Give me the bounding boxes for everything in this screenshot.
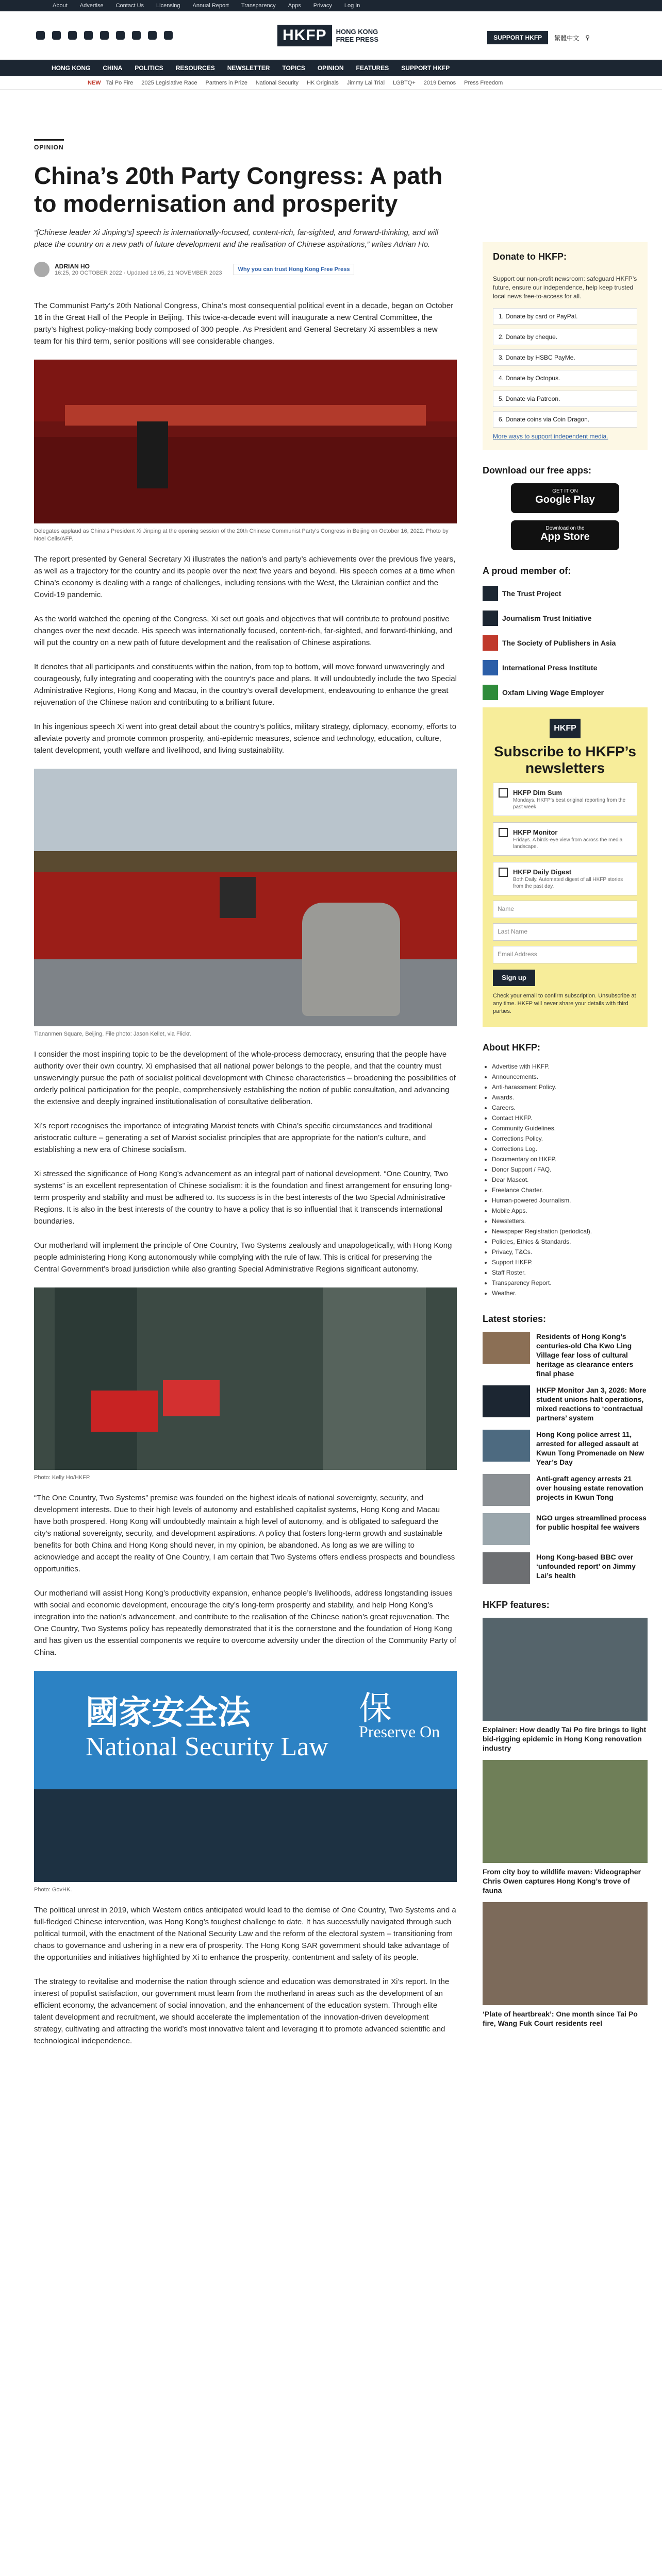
about-link[interactable]: • Corrections Policy. [492,1133,648,1144]
nav-item[interactable]: FEATURES [356,64,389,72]
about-title: About HKFP: [483,1042,540,1053]
option-desc: Fridays. A birds-eye view from across the media landscape. [513,837,623,850]
checkbox[interactable] [499,868,508,877]
org-logo [483,611,498,626]
banner-zh: 國家安全法 [86,1694,251,1732]
feature-title: From city boy to wildlife maven: Videographer Chris Owen captures Hong Kong’s trove of fauna [483,1868,641,1894]
latest-section [483,1314,648,1584]
about-link[interactable]: • Awards. [492,1092,648,1103]
about-link[interactable]: • Corrections Log. [492,1144,648,1154]
trending-item[interactable]: 2025 Legislative Race [141,79,197,86]
story-thumbnail [483,1513,530,1545]
banner-en: National Security Law [86,1732,328,1761]
store-subtitle: GET IT ON [552,488,578,494]
feature-title: ‘Plate of heartbreak’: One month since Tai Po fire, Wang Fuk Court residents reel [483,2010,638,2027]
story-title: Hong Kong police arrest 11, arrested for alleged assault at Kwun Tong Promenade on New Year’s Day [536,1430,644,1466]
about-link[interactable]: • Privacy, T&Cs. [492,1247,648,1257]
figure-caption: Delegates applaud as China’s President Xi Jinping at the opening session of the 20th Chinese Communist Party’s Congress in Beijing on October 16, 2022. Photo by Noel Celis/AFP. [34,528,449,542]
newsletter-logo: HKFP [550,719,581,738]
donate-intro: Support our non-profit newsroom: safeguard HKFP’s future, ensure our independence, help keep trusted local news free-to-access for all. [493,275,637,300]
org-name: The Society of Publishers in Asia [502,639,616,647]
trending-bar [0,76,662,90]
paragraph: The political unrest in 2019, which Western critics anticipated would lead to the demise of One Country, Two Systems and a full-fledged Chinese intervention, was Hong Kong’s toughest challenge to date. It has successfully navigated through such political turmoil, with the enactment of the National Security Law and the reform of the electoral system – transitioning from chaos to governance and ushering in a new era of prosperity. The Hong Kong SAR government should take advantage of the opportunities and initiatives highlighted by Xi to enhance the prosperity, contentment and safety of its people. [34,1906,456,1962]
nav-item[interactable]: POLITICS [135,64,163,72]
paragraph: The Communist Party’s 20th National Congress, China’s most consequential political event in a decade, began on October 16 in the Great Hall of the People in Beijing. This twice-a-decade event will inaugurate a new Central Committee, the party’s highest policy-making body composed of 300 people. As President and General Secretary Xi assembles a new team for his third term, senior positions will see considerable changes. [34,301,454,346]
member-section [483,566,648,700]
trending-item[interactable]: Partners in Prize [205,79,247,86]
nav-item[interactable]: TOPICS [282,64,305,72]
article-lead: “[Chinese leader Xi Jinping’s] speech is internationally-focused, content-rich, far-sighted, and forward-thinking, and will place the country on a new path of future development and the realisation of Chinese aspirations,” writes Adrian Ho. [34,228,439,249]
name-field[interactable]: Name [493,901,637,918]
support-button[interactable]: SUPPORT HKFP [487,31,548,44]
article-category[interactable]: OPINION [34,139,64,151]
figure-caption: Photo: GovHK. [34,1887,72,1893]
story-title: HKFP Monitor Jan 3, 2026: More student unions halt operations, mixed reactions to ‘contractual partners’ system [536,1386,647,1422]
rss-icon[interactable] [148,31,157,40]
trending-item[interactable]: National Security [255,79,299,86]
paragraph: I consider the most inspiring topic to be the development of the whole-process democracy, ensuring that the people have authority over their own country. Xi emphasised that all national power belongs to the people, and that the country must unswervingly pursue the path of socialist political development with Chinese characteristics – broadening the possibilities of orderly political participation for the people, comprehensively establishing the notion of public consultation, and advancing the extensive and deeply ingrained institutionalisation of consultative deliberation. [34,1050,456,1106]
option-name: HKFP Dim Sum [513,789,562,796]
latest-item[interactable] [483,1430,648,1467]
topbar-link[interactable]: Transparency [241,3,276,9]
store-subtitle: Download on the [545,526,585,531]
apps-title: Download our free apps: [483,465,592,476]
topbar-link[interactable]: Apps [288,3,301,9]
about-link[interactable]: • Newspaper Registration (periodical). [492,1226,648,1236]
story-title: Residents of Hong Kong’s centuries-old Cha Kwo Ling Village fear loss of cultural heritage as clearance enters final phase [536,1332,634,1378]
google-play-button[interactable] [511,483,619,513]
about-link[interactable]: • Anti-harassment Policy. [492,1082,648,1092]
newsletter-option[interactable] [493,822,637,856]
donate-box [483,242,648,450]
nav-item[interactable]: CHINA [103,64,123,72]
features-title: HKFP features: [483,1600,550,1610]
trending-item[interactable]: LGBTQ+ [393,79,416,86]
story-thumbnail [483,1332,530,1364]
checkbox[interactable] [499,828,508,837]
org-logo [483,635,498,651]
trending-item[interactable]: 2019 Demos [423,79,456,86]
paragraph: In his ingenious speech Xi went into great detail about the country’s politics, military strategy, diplomacy, economy, efforts to alleviate poverty and promote common prosperity, anti-epidemic measures, science and technology, education, culture, talent development, youth welfare and livelihood, and living sustainability. [34,722,457,755]
about-link[interactable]: • Donor Support / FAQ. [492,1164,648,1175]
org-name: The Trust Project [502,589,561,598]
congress-photo [34,360,457,523]
latest-item[interactable] [483,1474,648,1506]
app-store-button[interactable] [511,520,619,550]
topbar-link[interactable]: Privacy [313,3,332,9]
topbar-link[interactable]: Advertise [79,3,104,9]
store-name: App Store [540,531,590,543]
paragraph: It denotes that all participants and constituents within the nation, from top to bottom, will move forward unwaveringly and courageously, fully integrating and cooperating with the country’s pace and plans. It will undoubtedly include the two Special Administrative Regions, Hong Kong and Macau, in the country’s overall development, endeavouring to enhance the great rejuvenation of the Chinese nation and contributing to a brilliant future. [34,663,457,707]
article-body [34,300,457,2047]
member-org[interactable] [483,586,648,601]
org-logo [483,660,498,675]
story-title: Anti-graft agency arrests 21 over housing estate renovation projects in Kwun Tong [536,1475,643,1501]
checkbox[interactable] [499,788,508,798]
story-title: Hong Kong-based BBC over ‘unfounded report’ on Jimmy Lai’s health [536,1553,636,1580]
latest-item[interactable] [483,1513,648,1545]
trust-note[interactable]: Why you can trust Hong Kong Free Press [233,264,354,275]
story-thumbnail [483,1430,530,1462]
trending-item[interactable]: Jimmy Lai Trial [346,79,385,86]
newsletter-fineprint: Check your email to confirm subscription. Unsubscribe at any time. HKFP will never share your details with third parties. [493,993,636,1014]
store-name: Google Play [535,494,595,505]
donate-option[interactable]: 4. Donate by Octopus. [493,370,637,386]
main-nav [0,60,662,76]
newsletter-option[interactable] [493,783,637,816]
byline [34,262,457,277]
member-org[interactable] [483,611,648,626]
about-link[interactable]: • Support HKFP. [492,1257,648,1267]
donate-option[interactable]: 2. Donate by cheque. [493,329,637,345]
nsl-banner-photo [34,1671,457,1882]
article-title: China’s 20th Party Congress: A path to modernisation and prosperity [34,162,443,217]
youtube-icon[interactable] [84,31,93,40]
topbar-link[interactable]: Contact Us [115,3,144,9]
signup-button[interactable]: Sign up [493,970,535,986]
nav-item[interactable]: OPINION [317,64,344,72]
social-links [36,31,206,40]
story-thumbnail [483,1385,530,1417]
figure [34,360,457,543]
paragraph: Xi’s report recognises the importance of integrating Marxist tenets with China’s specific circumstances and traditional aristocratic culture – generating a set of Marxist socialist principles that are appropriate for the nation’s culture, and establishing a new era of Chinese socialism. [34,1122,433,1154]
donate-title: Donate to HKFP: [493,251,567,262]
org-name: Oxfam Living Wage Employer [502,688,604,697]
tiananmen-photo [34,769,457,1026]
option-desc: Mondays. HKFP’s best original reporting from the past week. [513,798,626,810]
logo-mark: HKFP [277,25,332,46]
article [34,139,457,2059]
org-logo [483,586,498,601]
nav-item[interactable]: SUPPORT HKFP [401,64,450,72]
story-title: NGO urges streamlined process for public hospital fee waivers [536,1514,647,1531]
flags-photo [34,1287,457,1470]
features-section [483,1600,648,2028]
about-link[interactable]: • Dear Mascot. [492,1175,648,1185]
instagram-icon[interactable] [68,31,77,40]
banner-right: 保 [359,1690,392,1728]
org-name: Journalism Trust Initiative [502,614,592,622]
topbar-link[interactable]: Log In [344,3,360,9]
search-icon[interactable]: ⚲ [585,34,590,41]
linkedin-icon[interactable] [100,31,109,40]
trending-label: NEW [88,79,101,86]
about-link[interactable]: • Weather. [492,1288,648,1298]
option-name: HKFP Monitor [513,828,558,836]
member-org[interactable] [483,635,648,651]
figure-caption: Photo: Kelly Ho/HKFP. [34,1475,91,1481]
feature-thumbnail [483,1618,648,1721]
org-name: International Press Institute [502,664,598,672]
latest-item[interactable] [483,1332,648,1378]
paragraph: The report presented by General Secretary Xi illustrates the nation’s and party’s achievements over the previous five years, as well as a trajectory for the country and its people over the next five years and beyond. His speech comes at a time when China’s economy is dealing with a range of challenges, including tensions with the West, the Ukrainian conflict and the Covid-19 pandemic. [34,555,456,599]
latest-item[interactable] [483,1552,648,1584]
about-link[interactable]: • Staff Roster. [492,1267,648,1278]
top-utility-bar [0,0,662,11]
paragraph: Our motherland will assist Hong Kong’s productivity expansion, enhance people’s livelihoods, address longstanding issues with social and economic development, encourage the city’s long-term prosperity and stability, and help Hong Kong’s integration into the nation’s advancement, and contribute to the realisation of the Chinese nation’s great rejuvenation. The One Country, Two Systems policy has repeatedly demonstrated that it is the cornerstone and the foundation of Hong Kong and has given us the essential components we require to overcome adversity under the direction of the Community Party of China. [34,1589,456,1657]
story-thumbnail [483,1552,530,1584]
about-section [483,1042,648,1298]
about-link[interactable]: • Announcements. [492,1072,648,1082]
logo-name: HONG KONG FREE PRESS [336,28,379,43]
figure [34,1287,457,1482]
author-name[interactable]: ADRIAN HO [55,263,90,270]
member-org[interactable] [483,660,648,675]
site-logo[interactable] [277,25,383,46]
about-link[interactable]: • Newsletters. [492,1216,648,1226]
story-thumbnail [483,1474,530,1506]
member-title: A proud member of: [483,566,571,576]
figure [34,769,457,1038]
email-icon[interactable] [164,31,173,40]
about-link[interactable]: • Human-powered Journalism. [492,1195,648,1206]
figure-caption: Tiananmen Square, Beijing. File photo: Jason Kellet, via Flickr. [34,1031,191,1037]
topbar-link[interactable]: About [53,3,68,9]
newsletter-title: Subscribe to HKFP’s newsletters [494,743,636,776]
figure [34,1671,457,1894]
about-link[interactable]: • Contact HKFP. [492,1113,648,1123]
last-name-field[interactable]: Last Name [493,923,637,941]
org-logo [483,685,498,700]
paragraph: Our motherland will implement the principle of One Country, Two Systems zealously and unapologetically, with Hong Kong people administering Hong Kong autonomously while complying with the rule of law. This is critical for preserving the Central Government’s broad jurisdiction while also granting Special Administrative Regions significant autonomy. [34,1241,452,1274]
donate-option[interactable]: 5. Donate via Patreon. [493,391,637,407]
telegram-icon[interactable] [116,31,125,40]
feature-item[interactable] [483,1618,648,1753]
topbar-link[interactable]: Licensing [156,3,180,9]
latest-title: Latest stories: [483,1314,547,1324]
trending-item[interactable]: Press Freedom [464,79,503,86]
language-link[interactable]: 繁體中文 [554,34,580,42]
trending-item[interactable]: HK Originals [306,79,339,86]
sidebar [483,242,648,2028]
nav-item[interactable]: RESOURCES [175,64,215,72]
nav-item[interactable]: HONG KONG [52,64,91,72]
masthead-actions [487,31,590,44]
paragraph: “The One Country, Two Systems” premise was founded on the highest ideals of national sovereignty, security, and development interests. Due to their high levels of autonomy and established capitalist systems, Hong Kong and Macau have both prospered. Hong Kong will undoubtedly maintain a high level of autonomy, and is obligated to safeguard the city’s national sovereignty, security, and development aspirations. A policy that fosters long-term growth and sustainable benefits for both China and Hong Kong should never, in my opinion, be abandoned. As long as we are willing to acknowledge and accept the reality of One Country, I am certain that Two Systems offers endless prospects and boundless opportunities. [34,1494,455,1573]
member-org[interactable] [483,685,648,700]
topbar-link[interactable]: Annual Report [192,3,229,9]
donate-option[interactable]: 3. Donate by HSBC PayMe. [493,349,637,366]
paragraph: The strategy to revitalise and modernise the nation through science and education was demonstrated in Xi’s report. In the interest of populist satisfaction, our government must learn from the motherland in areas such as the development of an efficient economy, the advancement of social innovation, and the enhancement of the education system. Through elite talent development and recruitment, we should accelerate the implementation of the innovation-driven development strategy, cultivating and attracting the world’s most innovative talent and leveraging it to promote advanced scientific and technological independence. [34,1977,450,2045]
about-link[interactable]: • Community Guidelines. [492,1123,648,1133]
feature-item[interactable] [483,1902,648,2028]
paragraph: Xi stressed the significance of Hong Kong’s advancement as an integral part of national development. “One Country, Two systems” is an excellent representation of Chinese socialism: it is the foundation and finest arrangement for ensuring long-term prosperity and stability and must be adhered to. Its success is in the best interests of the two Special Administrative Regions. It is also in the best interests of the country to have a policy that is so influential that it transcends international boundaries. [34,1170,452,1226]
donate-more-link[interactable]: More ways to support independent media. [493,433,608,440]
article-dates: 16:25, 20 OCTOBER 2022 · Updated 18:05, 21 NOVEMBER 2023 [55,270,222,276]
apps-section [483,465,648,550]
newsletter-option[interactable] [493,862,637,895]
twitter-icon[interactable] [52,31,61,40]
paragraph: As the world watched the opening of the Congress, Xi set out goals and objectives that will contribute to profound positive changes over the next decade. His speech was internationally focused, content-rich, far-sighted, and forward-thinking, and will put the country on a new path of future development and the realisation of Chinese aspirations. [34,615,453,647]
feature-thumbnail [483,1902,648,2005]
feature-title: Explainer: How deadly Tai Po fire brings to light bid-rigging epidemic in Hong Kong renovation industry [483,1725,647,1752]
email-field[interactable]: Email Address [493,946,637,963]
banner-right-en: Preserve On [359,1722,440,1741]
about-link[interactable]: • Freelance Charter. [492,1185,648,1195]
about-link[interactable]: • Mobile Apps. [492,1206,648,1216]
newsletter-box [483,707,648,1027]
donate-option[interactable]: 1. Donate by card or PayPal. [493,308,637,325]
facebook-icon[interactable] [36,31,45,40]
mastodon-icon[interactable] [132,31,141,40]
about-link[interactable]: • Careers. [492,1103,648,1113]
donate-options [493,308,637,428]
feature-thumbnail [483,1760,648,1863]
about-link[interactable]: • Policies, Ethics & Standards. [492,1236,648,1247]
nav-item[interactable]: NEWSLETTER [227,64,270,72]
latest-item[interactable] [483,1385,648,1422]
about-link[interactable]: • Documentary on HKFP. [492,1154,648,1164]
donate-option[interactable]: 6. Donate coins via Coin Dragon. [493,411,637,428]
author-avatar [34,262,49,277]
about-link[interactable]: • Advertise with HKFP. [492,1061,648,1072]
feature-item[interactable] [483,1760,648,1895]
trending-item[interactable]: Tai Po Fire [106,79,134,86]
masthead [0,11,662,60]
about-link[interactable]: • Transparency Report. [492,1278,648,1288]
option-name: HKFP Daily Digest [513,868,572,876]
option-desc: Both Daily. Automated digest of all HKFP stories from the past day. [513,877,623,889]
about-list [483,1061,648,1298]
